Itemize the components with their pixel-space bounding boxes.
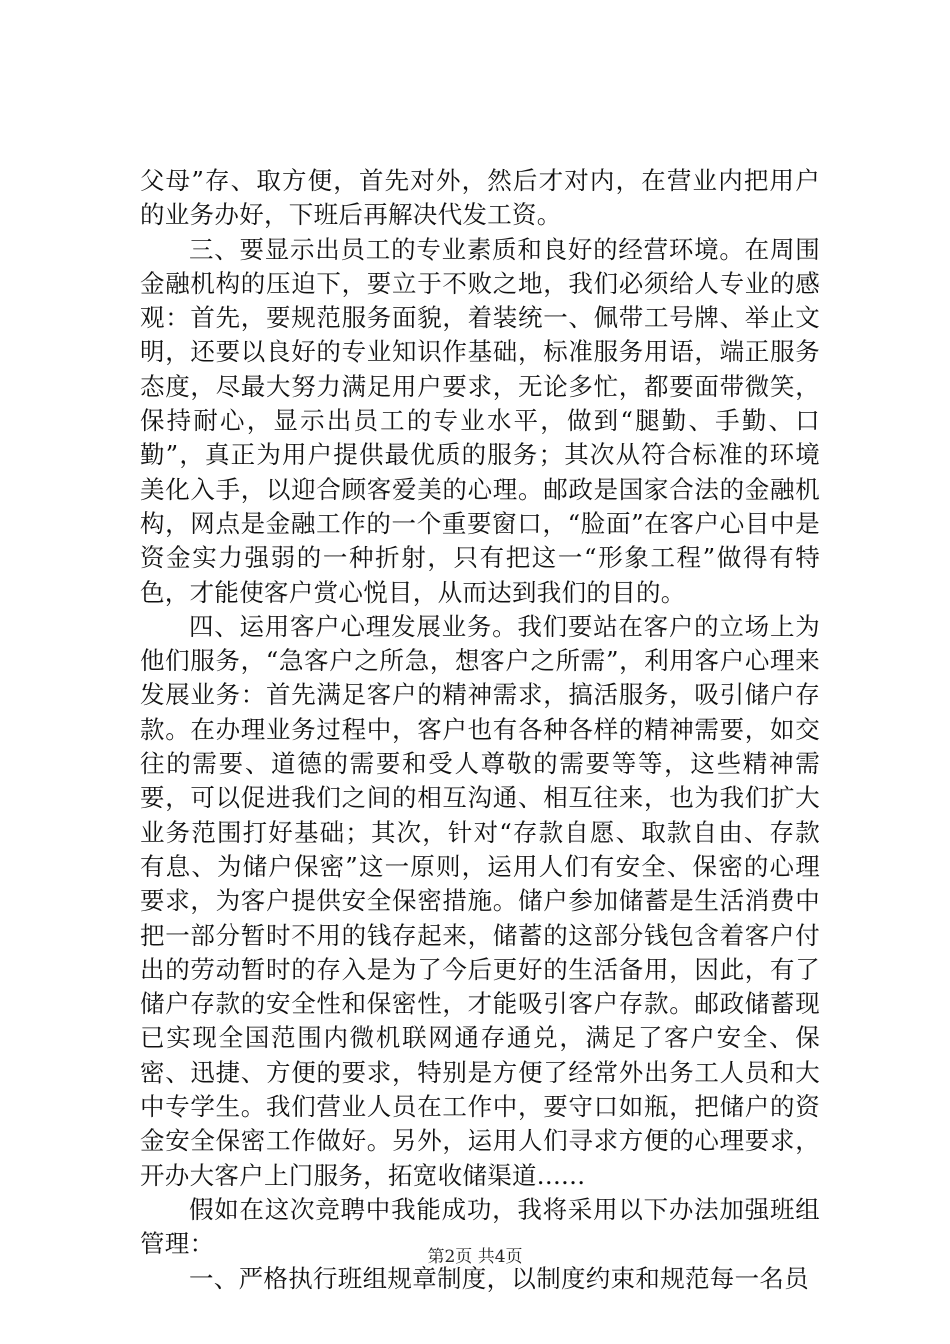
paragraph-item-one: 一、严格执行班组规章制度，以制度约束和规范每一名员	[189, 1263, 809, 1293]
page-number-label: 第2页 共4页	[427, 1247, 523, 1267]
paragraph-management-intro: 假如在这次竞聘中我能成功，我将采用以下办法加强班组管理：	[140, 1194, 820, 1259]
paragraph-section-four: 四、运用客户心理发展业务。我们要站在客户的立场上为他们服务，“急客户之所急，想客户之所需”，利用客户心理来发展业务：首先满足客户的精神需求，搞活服务，吸引储户存款。在办理业务过程中，客户也有各种各样的精神需要，如交往的需要、道德的需要和受人尊敬的需要等等，这些精神需要，可以促进我们之间的相互沟通、相互往来，也为我们扩大业务范围打好基础；其次，针对“存款自愿、取款自由、存款有息、为储户保密”这一原则，运用人们有安全、保密的心理要求，为客户提供安全保密措施。储户参加储蓄是生活消费中把一部分暂时不用的钱存起来，储蓄的这部分钱包含着客户付出的劳动暂时的存入是为了今后更好的生活备用，因此，有了储户存款的安全性和保密性，才能吸引客户存款。邮政储蓄现已实现全国范围内微机联网通存通兑，满足了客户安全、保密、迅捷、方便的要求，特别是方便了经常外出务工人员和大中专学生。我们营业人员在工作中，要守口如瓶，把储户的资金安全保密工作做好。另外，运用人们寻求方便的心理要求，开办大客户上门服务，拓宽收储渠道......	[140, 611, 820, 1190]
paragraph-continuation: 父母”存、取方便，首先对外，然后才对内，在营业内把用户的业务办好，下班后再解决代发工资。	[140, 166, 820, 230]
paragraph-section-three: 三、要显示出员工的专业素质和良好的经营环境。在周围金融机构的压迫下，要立于不败之地，我们必须给人专业的感观：首先，要规范服务面貌，着装统一、佩带工号牌、举止文明，还要以良好的专业知识作基础，标准服务用语，端正服务态度，尽最大努力满足用户要求，无论多忙，都要面带微笑，保持耐心，显示出员工的专业水平，做到“腿勤、手勤、口勤”，真正为用户提供最优质的服务；其次从符合标准的环境美化入手，以迎合顾客爱美的心理。邮政是国家合法的金融机构，网点是金融工作的一个重要窗口，“脸面”在客户心目中是资金实力强弱的一种折射，只有把这一“形象工程”做得有特色，才能使客户赏心悦目，从而达到我们的目的。	[140, 234, 820, 607]
document-body	[140, 164, 820, 1296]
page-footer	[0, 1246, 950, 1268]
